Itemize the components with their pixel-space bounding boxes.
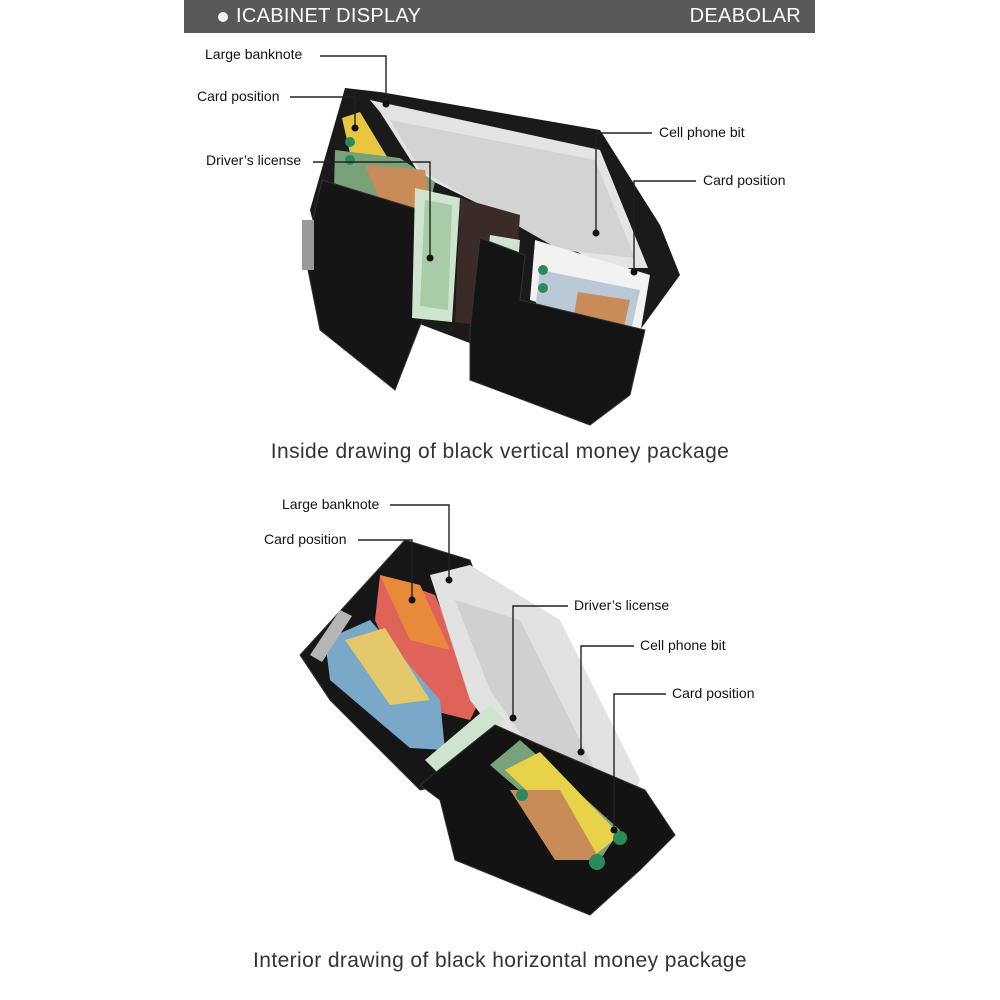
label-cell-phone-bit-top: Cell phone bit [659, 124, 745, 140]
label-large-banknote-top: Large banknote [205, 46, 303, 62]
label-drivers-license-top: Driver’s license [206, 152, 302, 168]
label-card-position-bottom-left: Card position [264, 531, 347, 547]
label-cell-phone-bit-bottom: Cell phone bit [640, 637, 726, 653]
caption-horizontal-wallet: Interior drawing of black horizontal money package [253, 949, 747, 972]
label-card-position-top-right: Card position [703, 172, 786, 188]
label-large-banknote-bottom: Large banknote [282, 496, 380, 512]
label-card-position-top-left: Card position [197, 88, 280, 104]
label-drivers-license-bottom: Driver’s license [574, 597, 670, 613]
vertical-wallet-image [302, 88, 680, 425]
header-title: ICABINET DISPLAY [236, 5, 422, 27]
caption-vertical-wallet: Inside drawing of black vertical money package [270, 440, 730, 463]
brand-name: DEABOLAR [689, 5, 801, 27]
label-card-position-bottom-right: Card position [672, 685, 755, 701]
